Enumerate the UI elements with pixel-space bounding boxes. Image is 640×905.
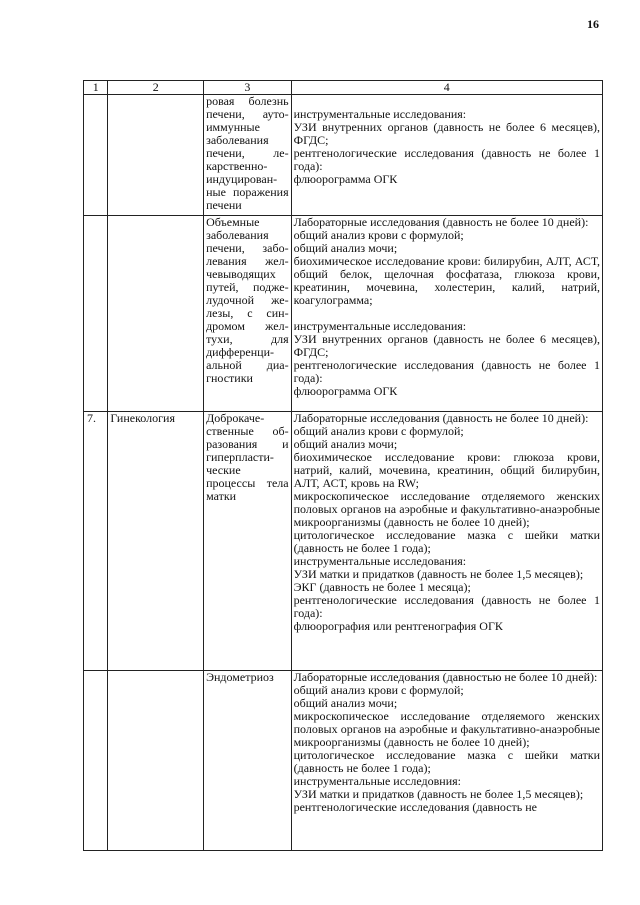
- exam-line: биохимическое исследование крови: глюкоза крови, натрий, калий, мочевина, креатинин, общий билирубин, АЛТ, АСТ, кровь на RW;: [293, 450, 600, 490]
- row-number: 7.: [84, 412, 108, 671]
- exam-line: рентгенологические исследования (давность не более 1 года):: [293, 146, 600, 173]
- exam-line: инструментальные исследования:: [293, 319, 467, 333]
- table-row: [84, 412, 603, 671]
- disease-cell: ровая болезнь печени, аутоиммунные заболевания печени, лекарственно-индуцированные поражения печени: [204, 95, 292, 216]
- exam-line: Лабораторные исследования (давность не более 10 дней):: [293, 411, 589, 425]
- exam-list: [291, 671, 602, 851]
- disease-cell: Доброкачественные образования и гиперпластические процессы тела матки: [204, 412, 292, 671]
- exam-line: рентгенологические исследования (давность не более 1 года):: [293, 593, 600, 620]
- exam-line: рентгенологические исследования (давность не: [293, 800, 537, 814]
- exam-line: микроскопическое исследование отделяемого женских половых органов на аэробные и факультативно-анаэробные микроорганизмы (давность не более 10 дней);: [293, 489, 600, 529]
- table-row: [84, 95, 603, 216]
- disease-cell: Объемные заболевания печени, заболевания желчевыводящих путей, поджелудочной железы, с синдромом желтухи, для дифференциальной диагностики: [204, 216, 292, 412]
- exam-line: ЭКГ (давность не более 1 месяца);: [293, 580, 471, 594]
- exam-line: цитологическое исследование мазка с шейки матки (давность не более 1 года);: [293, 528, 600, 555]
- exam-line: УЗИ внутренних органов (давность не более 6 месяцев), ФГДС;: [293, 332, 600, 359]
- exam-line: общий анализ мочи;: [293, 437, 398, 451]
- table-header-row: [84, 81, 603, 95]
- specialty-cell: [108, 671, 204, 851]
- page-number: 16: [587, 17, 599, 31]
- exam-list: [291, 95, 602, 216]
- exam-line: флюорограмма ОГК: [293, 172, 398, 186]
- exam-line: Лабораторные исследования (давность не более 10 дней):: [293, 215, 589, 229]
- column-header: 1: [84, 81, 108, 95]
- exam-list: [291, 412, 602, 671]
- row-number: [84, 671, 108, 851]
- exam-line: Лабораторные исследования (давностью не более 10 дней):: [293, 670, 598, 684]
- column-header: 2: [108, 81, 204, 95]
- table-row: [84, 216, 603, 412]
- exam-line: флюорография или рентгенография ОГК: [293, 619, 503, 633]
- table-row: [84, 671, 603, 851]
- specialty-cell: Гинекология: [108, 412, 204, 671]
- exam-line: общий анализ крови с формулой;: [293, 228, 464, 242]
- disease-cell: Эндометриоз: [204, 671, 292, 851]
- exam-line: общий анализ крови с формулой;: [293, 424, 464, 438]
- requirements-table: [83, 80, 603, 851]
- exam-line: УЗИ матки и придатков (давность не более 1,5 месяцев);: [293, 567, 584, 581]
- row-number: [84, 216, 108, 412]
- exam-line: биохимическое исследование крови: билирубин, АЛТ, АСТ, общий белок, щелочная фосфатаза, глюкоза крови, креатинин, мочевина, холестерин, калий, натрий, коагулограмма;: [293, 254, 600, 307]
- exam-line: флюорограмма ОГК: [293, 384, 398, 398]
- exam-line: цитологическое исследование мазка с шейки матки (давность не более 1 года);: [293, 748, 600, 775]
- exam-line: микроскопическое исследование отделяемого женских половых органов на аэробные и факультативно-анаэробные микроорганизмы (давность не более 10 дней);: [293, 709, 600, 749]
- specialty-cell: [108, 95, 204, 216]
- exam-line: инструментальные исследования:: [293, 554, 467, 568]
- exam-line: общий анализ мочи;: [293, 696, 398, 710]
- exam-list: [291, 216, 602, 412]
- exam-line: УЗИ матки и придатков (давность не более 1,5 месяцев);: [293, 787, 584, 801]
- specialty-cell: [108, 216, 204, 412]
- exam-line: общий анализ мочи;: [293, 241, 398, 255]
- exam-line: УЗИ внутренних органов (давность не более 6 месяцев), ФГДС;: [293, 120, 600, 147]
- column-header: 4: [291, 81, 602, 95]
- column-header: 3: [204, 81, 292, 95]
- exam-line: рентгенологические исследования (давность не более 1 года):: [293, 358, 600, 385]
- exam-line: инструментальные исследования:: [293, 107, 467, 121]
- exam-line: инструментальные исследовния:: [293, 774, 461, 788]
- row-number: [84, 95, 108, 216]
- exam-line: общий анализ крови с формулой;: [293, 683, 464, 697]
